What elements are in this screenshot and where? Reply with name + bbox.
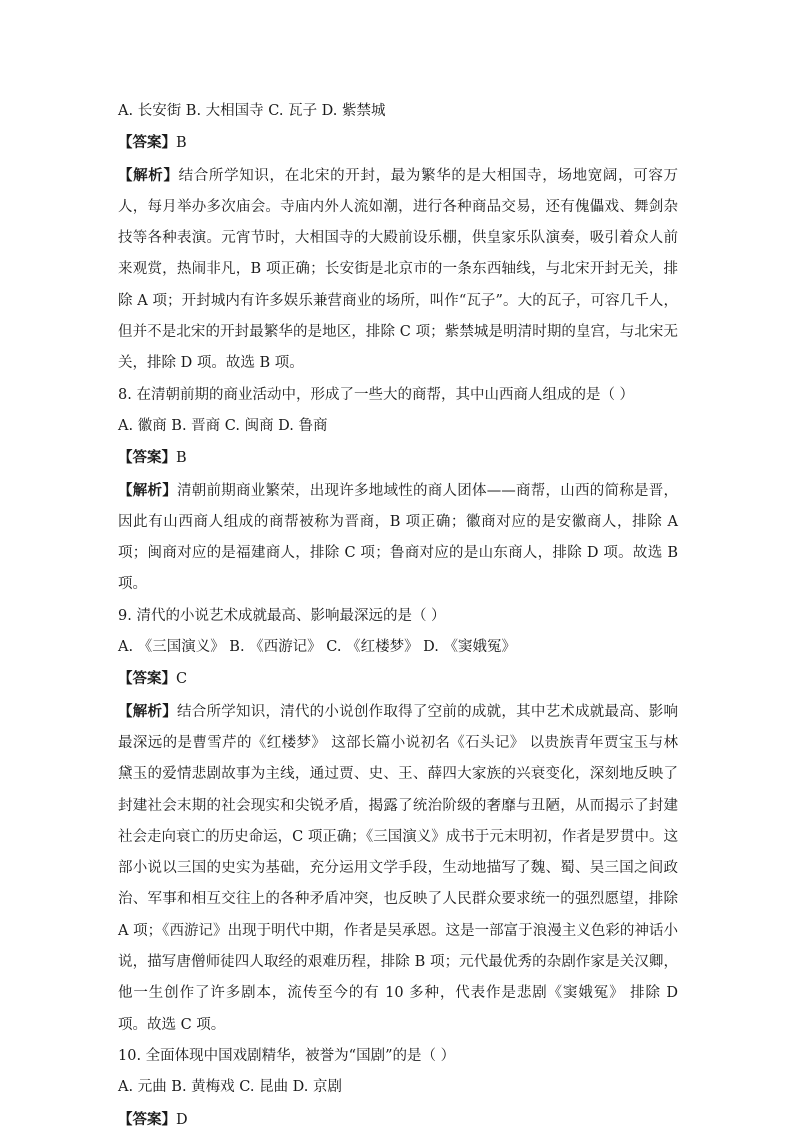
answer-label: 【答案】: [118, 1110, 176, 1128]
answer-value: C: [176, 671, 188, 688]
q9-analysis: [118, 696, 678, 1041]
q7-answer: [118, 127, 678, 159]
analysis-label: 【解析】: [118, 481, 177, 499]
q7-options: A. 长安街 B. 大相国寺 C. 瓦子 D. 紫禁城: [118, 103, 386, 119]
q8-analysis: [118, 475, 678, 601]
q7-analysis: [118, 160, 678, 380]
answer-label: 【答案】: [118, 449, 176, 467]
q9-answer: [118, 663, 678, 695]
q10-answer: [118, 1104, 678, 1136]
q8-stem: 8. 在清朝前期的商业活动中，形成了一些大的商帮，其中山西商人组成的是（ ）: [118, 386, 635, 403]
q9-options: A. 《三国演义》 B. 《西游记》 C. 《红楼梦》 D. 《窦娥冤》: [118, 639, 517, 656]
q10-options: A. 元曲 B. 黄梅戏 C. 昆曲 D. 京剧: [118, 1079, 343, 1096]
answer-value: D: [176, 1111, 188, 1128]
answer-label: 【答案】: [118, 670, 176, 688]
analysis-text: 结合所学知识，在北宋的开封，最为繁华的是大相国寺，场地宽阔，可容万人，每月举办多次庙会。寺庙内外人流如潮，进行各种商品交易，还有傀儡戏、舞剑杂技等各种表演。元宵节时，大相国寺的大殿前设乐棚，供皇家乐队演奏，吸引着众人前来观赏，热闹非凡，B 项正确；长安街是北京市的一条东西轴线，与北宋开封无关，排除 A 项；开封城内有许多娱乐兼营商业的场所，叫作“瓦子”。大的瓦子，可容几千人，但并不是北宋的开封最繁华的是地区，排除 C 项；紫禁城是明清时期的皇宫，与北宋无关，排除 D 项。故选 B 项。: [118, 167, 679, 372]
analysis-label: 【解析】: [118, 166, 179, 184]
q8-answer: [118, 442, 678, 474]
q10-stem: 10. 全面体现中国戏剧精华，被誉为“国剧”的是（ ）: [118, 1047, 456, 1064]
answer-value: B: [176, 450, 187, 467]
analysis-text: 清朝前期商业繁荣，出现许多地域性的商人团体——商帮，山西的简称是晋，因此有山西商人组成的商帮被称为晋商，B 项正确；徽商对应的是安徽商人，排除 A 项；闽商对应的是福建商人，排除 C 项；鲁商对应的是山东商人，排除 D 项。故选 B 项。: [118, 482, 678, 593]
q8-options: A. 徽商 B. 晋商 C. 闽商 D. 鲁商: [118, 417, 328, 434]
q9-stem: 9. 清代的小说艺术成就最高、影响最深远的是（ ）: [118, 607, 446, 624]
document-page: [118, 96, 678, 1136]
answer-label: 【答案】: [118, 134, 176, 152]
analysis-label: 【解析】: [118, 702, 177, 720]
answer-value: B: [176, 135, 187, 152]
analysis-text: 结合所学知识，清代的小说创作取得了空前的成就，其中艺术成就最高、影响最深远的是曹雪芹的《红楼梦》 这部长篇小说初名《石头记》 以贵族青年贾宝玉与林黛玉的爱情悲剧故事为主线，通过贾、史、王、薛四大家族的兴衰变化，深刻地反映了封建社会末期的社会现实和尖锐矛盾，揭露了统治阶级的奢靡与丑陋，从而揭示了封建社会走向衰亡的历史命运，C 项正确；《三国演义》成书于元末明初，作者是罗贯中。这部小说以三国的史实为基础，充分运用文学手段，生动地描写了魏、蜀、吴三国之间政治、军事和相互交往上的各种矛盾冲突，也反映了人民群众要求统一的强烈愿望，排除 A 项；《西游记》出现于明代中期，作者是吴承恩。这是一部富于浪漫主义色彩的神话小说，描写唐僧师徒四人取经的艰难历程，排除 B 项；元代最优秀的杂剧作家是关汉卿，他一生创作了许多剧本，流传至今的有 10 多种，代表作是悲剧《窦娥冤》 排除 D 项。故选 C 项。: [118, 703, 679, 1033]
